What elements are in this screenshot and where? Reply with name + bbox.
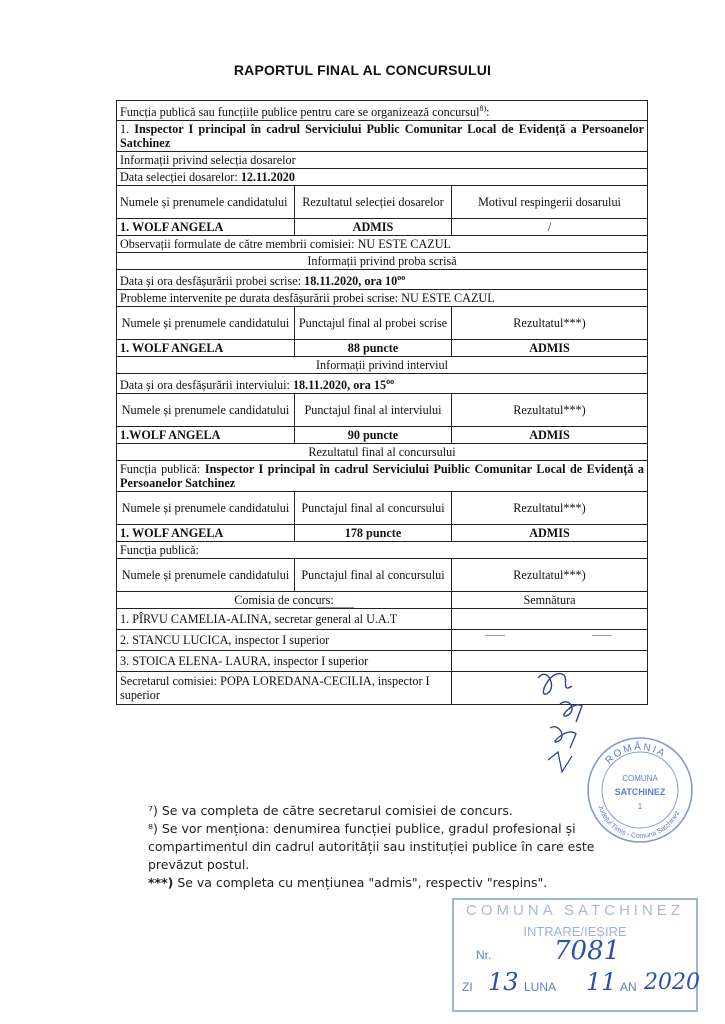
col-rezultat-empty: Rezultatul***) bbox=[452, 559, 648, 592]
stamp-round-ring: Județul Timiș - Comuna Satchinez bbox=[596, 804, 682, 841]
data-scrisa bbox=[117, 270, 648, 290]
header-row-interviu bbox=[117, 394, 648, 427]
col-rezultat-selectie: Rezultatul selecției dosarelor bbox=[295, 186, 452, 219]
col-nume-scrisa: Numele și prenumele candidatului bbox=[117, 307, 295, 340]
cand1-final-rez: ADMIS bbox=[452, 525, 648, 542]
reg-an-value: 2020 bbox=[644, 970, 700, 995]
membru2: 2. STANCU LUCICA, inspector I superior bbox=[117, 630, 452, 651]
semnatura-membru1 bbox=[452, 609, 648, 630]
row-membru2 bbox=[117, 630, 648, 651]
cand1-name: 1. WOLF ANGELA bbox=[117, 219, 295, 236]
pen-dash bbox=[592, 635, 612, 636]
data-scrisa-value: 18.11.2020, ora 10 bbox=[304, 274, 398, 289]
svg-text:ROMÂNIA bbox=[603, 740, 668, 767]
registration-stamp bbox=[452, 898, 698, 1012]
header-row-scrisa bbox=[117, 307, 648, 340]
probleme: Probleme intervenite pe durata desfășurării probei scrise: NU ESTE CAZUL bbox=[117, 290, 648, 307]
col-nume-interviu: Numele și prenumele candidatului bbox=[117, 394, 295, 427]
col-rezultat-interviu: Rezultatul***) bbox=[452, 394, 648, 427]
note-8 bbox=[148, 820, 608, 874]
functia-name: Inspector I principal în cadrul Serviciului Public Comunitar Local de Evidență a Persoanelor Satchinez bbox=[120, 122, 645, 151]
info-interviu: Informații privind interviul bbox=[117, 357, 648, 374]
reg-nr-value: 7081 bbox=[554, 936, 621, 966]
col-rezultat-final: Rezultatul***) bbox=[452, 492, 648, 525]
page-title: RAPORTUL FINAL AL CONCURSULUI bbox=[233, 62, 492, 78]
header-row-selectie bbox=[117, 186, 648, 219]
cand1-interviu-rez: ADMIS bbox=[452, 427, 648, 444]
pen-dash bbox=[485, 635, 505, 636]
header-row-final bbox=[117, 492, 648, 525]
cand1-interviu-name: 1.WOLF ANGELA bbox=[117, 427, 295, 444]
functia-intro-text: Funcția publică sau funcțiile publice pentru care se organizează concursul bbox=[120, 105, 480, 120]
note-7 bbox=[148, 802, 608, 820]
pen-dash bbox=[318, 607, 354, 608]
functia-publica-2: Funcția publică: bbox=[117, 542, 648, 559]
reg-stamp-header: COMUNA SATCHINEZ bbox=[466, 902, 684, 919]
cand1-interviu-puncte: 90 puncte bbox=[295, 427, 452, 444]
col-punctaj-scrisa: Punctajul final al probei scrise bbox=[295, 307, 452, 340]
note-3 bbox=[148, 874, 608, 892]
comisia-label: Comisia de concurs: bbox=[117, 592, 452, 609]
semnatura-label: Semnătura bbox=[452, 592, 648, 609]
table-row bbox=[117, 219, 648, 236]
table-row bbox=[117, 525, 648, 542]
col-nume-empty: Numele și prenumele candidatului bbox=[117, 559, 295, 592]
secretar: Secretarul comisiei: POPA LOREDANA-CECILIA, inspector I superior bbox=[117, 672, 452, 705]
data-selectie-value: 12.11.2020 bbox=[240, 170, 295, 185]
note-3-text: Se va completa cu mențiunea "admis", respectiv "respins". bbox=[177, 875, 548, 890]
membru1: 1. PÎRVU CAMELIA-ALINA, secretar general al U.A.T bbox=[117, 609, 452, 630]
cand1-selectie: ADMIS bbox=[295, 219, 452, 236]
row-functia-intro bbox=[117, 101, 648, 121]
functia-publica-label: Funcția publică: bbox=[120, 462, 201, 477]
note-7-text: Se va completa de către secretarul comisiei de concurs. bbox=[161, 803, 513, 818]
data-selectie-label: Data selecției dosarelor: bbox=[120, 170, 238, 185]
note-8-mark: ⁸) bbox=[148, 821, 158, 836]
row-functia-name bbox=[117, 121, 648, 152]
col-punctaj-concurs: Punctajul final al concursului bbox=[295, 492, 452, 525]
cand1-scrisa-rez: ADMIS bbox=[452, 340, 648, 357]
functia-intro-sup: 8) bbox=[479, 104, 487, 113]
data-scrisa-label: Data și ora desfășurării probei scrise: bbox=[120, 274, 302, 289]
footnotes bbox=[148, 802, 608, 892]
functia-publica-value: Inspector I principal în cadrul Serviciului Puiblic Comunitar Local de Evidență a Persoanelor Satchinez bbox=[120, 462, 645, 491]
semnatura-membru2 bbox=[452, 630, 648, 651]
reg-an-label: AN bbox=[620, 980, 637, 994]
rezultat-final: Rezultatul final al concursului bbox=[117, 444, 648, 461]
col-motiv: Motivul respingerii dosarului bbox=[452, 186, 648, 219]
note-7-mark: ⁷) bbox=[148, 803, 158, 818]
cand1-final-name: 1. WOLF ANGELA bbox=[117, 525, 295, 542]
data-interviu bbox=[117, 374, 648, 394]
data-selectie bbox=[117, 169, 648, 186]
cand1-scrisa-name: 1. WOLF ANGELA bbox=[117, 340, 295, 357]
col-nume-final: Numele și prenumele candidatului bbox=[117, 492, 295, 525]
reg-nr-label: Nr. bbox=[476, 948, 492, 962]
col-punctaj-interviu: Punctajul final al interviului bbox=[295, 394, 452, 427]
functia-num: 1. bbox=[120, 122, 130, 137]
cand1-scrisa-puncte: 88 puncte bbox=[295, 340, 452, 357]
reg-luna-value: 11 bbox=[586, 968, 617, 996]
functia-intro-end: : bbox=[486, 105, 490, 120]
note-3-mark: ***) bbox=[148, 875, 174, 890]
reg-stamp-sub: INTRARE/IEȘIRE bbox=[523, 924, 627, 939]
cand1-motiv: / bbox=[452, 219, 648, 236]
col-punctaj-empty: Punctajul final al concursului bbox=[295, 559, 452, 592]
table-row bbox=[117, 340, 648, 357]
stamp-round-center3: 1 bbox=[637, 802, 643, 811]
stamp-round-top: ROMÂNIA bbox=[603, 741, 669, 767]
col-rezultat-scrisa: Rezultatul***) bbox=[452, 307, 648, 340]
stamp-round-center2: SATCHINEZ bbox=[614, 787, 666, 797]
stamp-round-center1: COMUNA bbox=[622, 774, 658, 783]
info-dosare: Informații privind selecția dosarelor bbox=[117, 152, 648, 169]
info-scrisa: Informații privind proba scrisă bbox=[117, 253, 648, 270]
col-nume: Numele și prenumele candidatului bbox=[117, 186, 295, 219]
data-interviu-sup: oo bbox=[386, 377, 395, 387]
header-row-empty bbox=[117, 559, 648, 592]
data-scrisa-sup: oo bbox=[397, 273, 406, 283]
cand1-final-puncte: 178 puncte bbox=[295, 525, 452, 542]
functia-publica bbox=[117, 461, 648, 492]
data-interviu-label: Data și ora desfășurării interviului: bbox=[120, 378, 290, 393]
data-interviu-value: 18.11.2020, ora 15 bbox=[292, 378, 387, 393]
reg-zi-value: 13 bbox=[488, 968, 519, 996]
table-row bbox=[117, 427, 648, 444]
row-membru1 bbox=[117, 609, 648, 630]
reg-luna-label: LUNA bbox=[524, 980, 557, 994]
reg-zi-label: ZI bbox=[462, 980, 473, 994]
membru3: 3. STOICA ELENA- LAURA, inspector I superior bbox=[117, 651, 452, 672]
report-table bbox=[116, 100, 648, 705]
note-8-text: Se vor menționa: denumirea funcției publice, gradul profesional și compartimentul din cadrul autorității sau instituției publice în care este prevăzut postul. bbox=[148, 821, 595, 872]
observatii: Observații formulate de către membrii comisiei: NU ESTE CAZUL bbox=[117, 236, 648, 253]
row-comisia bbox=[117, 592, 648, 609]
